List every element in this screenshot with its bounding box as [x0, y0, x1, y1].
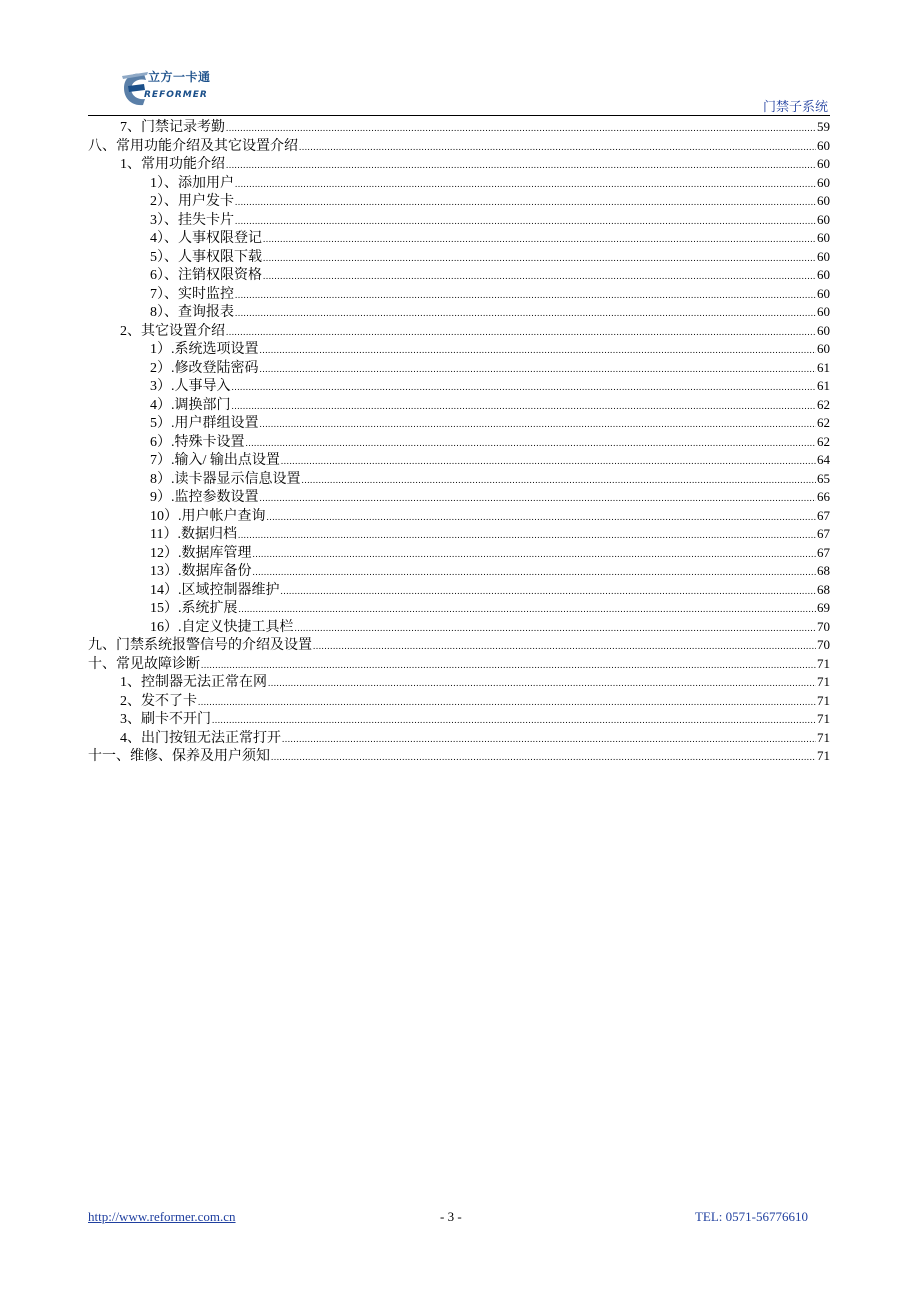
toc-leader-dots: [235, 193, 816, 212]
toc-entry[interactable]: [88, 433, 830, 452]
toc-entry-page: 71: [817, 729, 830, 745]
toc-entry[interactable]: [88, 655, 830, 674]
toc-leader-dots: [226, 119, 816, 138]
toc-entry[interactable]: [88, 470, 830, 489]
toc-entry[interactable]: [88, 747, 830, 766]
toc-entry[interactable]: [88, 636, 830, 655]
toc-entry-title: 4）、人事权限登记: [150, 231, 262, 246]
toc-entry-page: 61: [817, 378, 830, 393]
toc-entry-title: 15）.系统扩展: [150, 601, 238, 616]
toc-leader-dots: [226, 323, 816, 342]
toc-entry[interactable]: [88, 525, 830, 544]
toc-leader-dots: [239, 600, 817, 619]
toc-entry-title: 3）.人事导入: [150, 379, 231, 394]
toc-leader-dots: [267, 508, 817, 527]
toc-leader-dots: [235, 304, 816, 323]
toc-leader-dots: [246, 434, 817, 453]
toc-entry[interactable]: [88, 488, 830, 507]
toc-entry-title: 16）.自定义快捷工具栏: [150, 619, 294, 635]
toc-entry-title: 2、其它设置介绍: [120, 323, 225, 339]
toc-entry[interactable]: [88, 562, 830, 581]
toc-leader-dots: [299, 138, 816, 157]
toc-entry-page: 66: [817, 489, 830, 504]
toc-entry-title: 5）.用户群组设置: [150, 416, 259, 431]
toc-entry[interactable]: [88, 581, 830, 600]
toc-entry-page: 62: [817, 433, 830, 449]
toc-entry-title: 1）、添加用户: [150, 175, 234, 191]
toc-entry-page: 67: [817, 526, 830, 541]
toc-entry-title: 7、门禁记录考勤: [120, 120, 225, 135]
toc-entry[interactable]: [88, 285, 830, 304]
toc-entry[interactable]: [88, 544, 830, 563]
toc-entry-page: 60: [817, 322, 830, 338]
toc-leader-dots: [235, 286, 816, 305]
toc-entry[interactable]: [88, 211, 830, 230]
toc-entry[interactable]: [88, 359, 830, 378]
toc-leader-dots: [260, 360, 817, 379]
toc-entry-title: 3、刷卡不开门: [120, 712, 211, 727]
toc-entry-title: 10）.用户帐户查询: [150, 508, 266, 524]
toc-entry-page: 71: [817, 692, 830, 708]
toc-leader-dots: [232, 378, 817, 397]
telephone-number: TEL: 0571-56776610: [694, 1209, 808, 1224]
toc-entry[interactable]: [88, 710, 830, 729]
toc-entry-title: 6）.特殊卡设置: [150, 434, 245, 450]
toc-entry-title: 1、常用功能介绍: [120, 157, 225, 172]
toc-entry-page: 65: [817, 470, 830, 486]
toc-entry-page: 60: [817, 230, 830, 245]
toc-entry-page: 67: [817, 544, 830, 560]
toc-entry-page: 60: [817, 211, 830, 227]
toc-leader-dots: [271, 748, 816, 767]
page-footer: [88, 1209, 830, 1227]
toc-entry[interactable]: [88, 322, 830, 341]
toc-leader-dots: [198, 693, 816, 712]
toc-entry-title: 8）.读卡器显示信息设置: [150, 471, 301, 487]
toc-leader-dots: [201, 656, 816, 675]
toc-entry-page: 70: [817, 618, 830, 634]
toc-entry[interactable]: [88, 340, 830, 359]
toc-entry[interactable]: [88, 137, 830, 156]
toc-entry[interactable]: [88, 303, 830, 322]
toc-entry[interactable]: [88, 673, 830, 692]
toc-leader-dots: [238, 526, 816, 545]
toc-entry-page: 60: [817, 304, 830, 319]
toc-entry-page: 69: [817, 600, 830, 615]
toc-entry-title: 9）.监控参数设置: [150, 490, 259, 505]
toc-entry[interactable]: [88, 174, 830, 193]
toc-entry[interactable]: [88, 192, 830, 211]
table-of-contents: [88, 118, 830, 766]
toc-entry-page: 62: [817, 396, 830, 412]
toc-entry-page: 71: [817, 655, 830, 671]
toc-entry[interactable]: [88, 248, 830, 267]
toc-entry-title: 2）、用户发卡: [150, 194, 234, 209]
toc-entry-page: 60: [817, 248, 830, 264]
toc-entry[interactable]: [88, 414, 830, 433]
toc-entry-page: 60: [817, 174, 830, 190]
toc-leader-dots: [268, 674, 816, 693]
toc-entry-page: 59: [817, 119, 830, 134]
toc-leader-dots: [302, 471, 817, 490]
toc-entry-page: 70: [817, 637, 830, 652]
toc-leader-dots: [313, 637, 816, 656]
toc-entry-page: 60: [817, 193, 830, 208]
toc-entry-title: 十一、维修、保养及用户须知: [88, 749, 270, 764]
toc-entry[interactable]: [88, 599, 830, 618]
toc-entry-title: 13）.数据库备份: [150, 564, 252, 579]
toc-entry-title: 十、常见故障诊断: [88, 656, 200, 672]
website-link[interactable]: http://www.reformer.com.cn: [88, 1209, 236, 1224]
toc-leader-dots: [281, 582, 817, 601]
toc-entry[interactable]: [88, 396, 830, 415]
toc-entry[interactable]: [88, 266, 830, 285]
toc-leader-dots: [263, 267, 816, 286]
toc-leader-dots: [235, 212, 816, 231]
toc-entry-title: 7）、实时监控: [150, 286, 234, 302]
toc-entry[interactable]: [88, 729, 830, 748]
header-divider: [88, 115, 830, 116]
toc-leader-dots: [281, 452, 816, 471]
toc-leader-dots: [260, 341, 817, 360]
toc-entry-title: 2、发不了卡: [120, 693, 197, 709]
toc-leader-dots: [232, 397, 817, 416]
toc-entry[interactable]: [88, 229, 830, 248]
toc-entry-page: 60: [817, 341, 830, 356]
toc-entry-title: 12）.数据库管理: [150, 545, 252, 561]
toc-entry-title: 4、出门按钮无法正常打开: [120, 730, 281, 746]
toc-entry-title: 5）、人事权限下载: [150, 249, 262, 265]
toc-leader-dots: [282, 730, 816, 749]
toc-entry-page: 71: [817, 748, 830, 763]
toc-entry-page: 64: [817, 452, 830, 467]
toc-entry-title: 八、常用功能介绍及其它设置介绍: [88, 138, 298, 154]
toc-leader-dots: [295, 619, 817, 638]
toc-entry-title: 2）.修改登陆密码: [150, 360, 259, 376]
page-number: - 3 -: [440, 1209, 462, 1224]
logo-english-text: REFORMER: [144, 90, 208, 100]
toc-entry-page: 67: [817, 507, 830, 523]
toc-entry-title: 6）、注销权限资格: [150, 268, 262, 283]
toc-entry-title: 7）.输入/ 输出点设置: [150, 453, 280, 468]
toc-entry-title: 3）、挂失卡片: [150, 212, 234, 228]
toc-entry-page: 62: [817, 415, 830, 430]
document-title: 门禁子系统: [762, 100, 828, 115]
toc-entry[interactable]: [88, 118, 830, 137]
toc-entry[interactable]: [88, 507, 830, 526]
toc-entry-title: 8）、查询报表: [150, 305, 234, 320]
toc-leader-dots: [226, 156, 816, 175]
toc-entry-page: 60: [817, 156, 830, 171]
toc-leader-dots: [253, 545, 817, 564]
toc-entry-title: 1）.系统选项设置: [150, 342, 259, 357]
toc-entry-title: 11）.数据归档: [150, 527, 237, 542]
toc-entry[interactable]: [88, 692, 830, 711]
toc-entry-title: 1、控制器无法正常在网: [120, 675, 267, 690]
toc-leader-dots: [263, 249, 816, 268]
toc-leader-dots: [235, 175, 816, 194]
toc-entry-page: 61: [817, 359, 830, 375]
toc-entry-page: 68: [817, 563, 830, 578]
toc-entry[interactable]: [88, 377, 830, 396]
toc-entry-page: 71: [817, 711, 830, 726]
toc-entry-page: 68: [817, 581, 830, 597]
toc-entry-title: 4）.调换部门: [150, 397, 231, 413]
toc-leader-dots: [260, 489, 817, 508]
toc-entry[interactable]: [88, 451, 830, 470]
toc-entry-page: 60: [817, 285, 830, 301]
company-logo: [118, 66, 218, 110]
toc-entry-page: 71: [817, 674, 830, 689]
toc-leader-dots: [263, 230, 816, 249]
toc-leader-dots: [260, 415, 817, 434]
toc-entry-page: 60: [817, 267, 830, 282]
toc-leader-dots: [253, 563, 817, 582]
toc-entry-title: 14）.区域控制器维护: [150, 582, 280, 598]
toc-leader-dots: [212, 711, 816, 730]
toc-entry-title: 九、门禁系统报警信号的介绍及设置: [88, 638, 312, 653]
logo-chinese-text: 立方一卡通: [148, 70, 211, 84]
toc-entry[interactable]: [88, 155, 830, 174]
toc-entry-page: 60: [817, 137, 830, 153]
toc-entry[interactable]: [88, 618, 830, 637]
